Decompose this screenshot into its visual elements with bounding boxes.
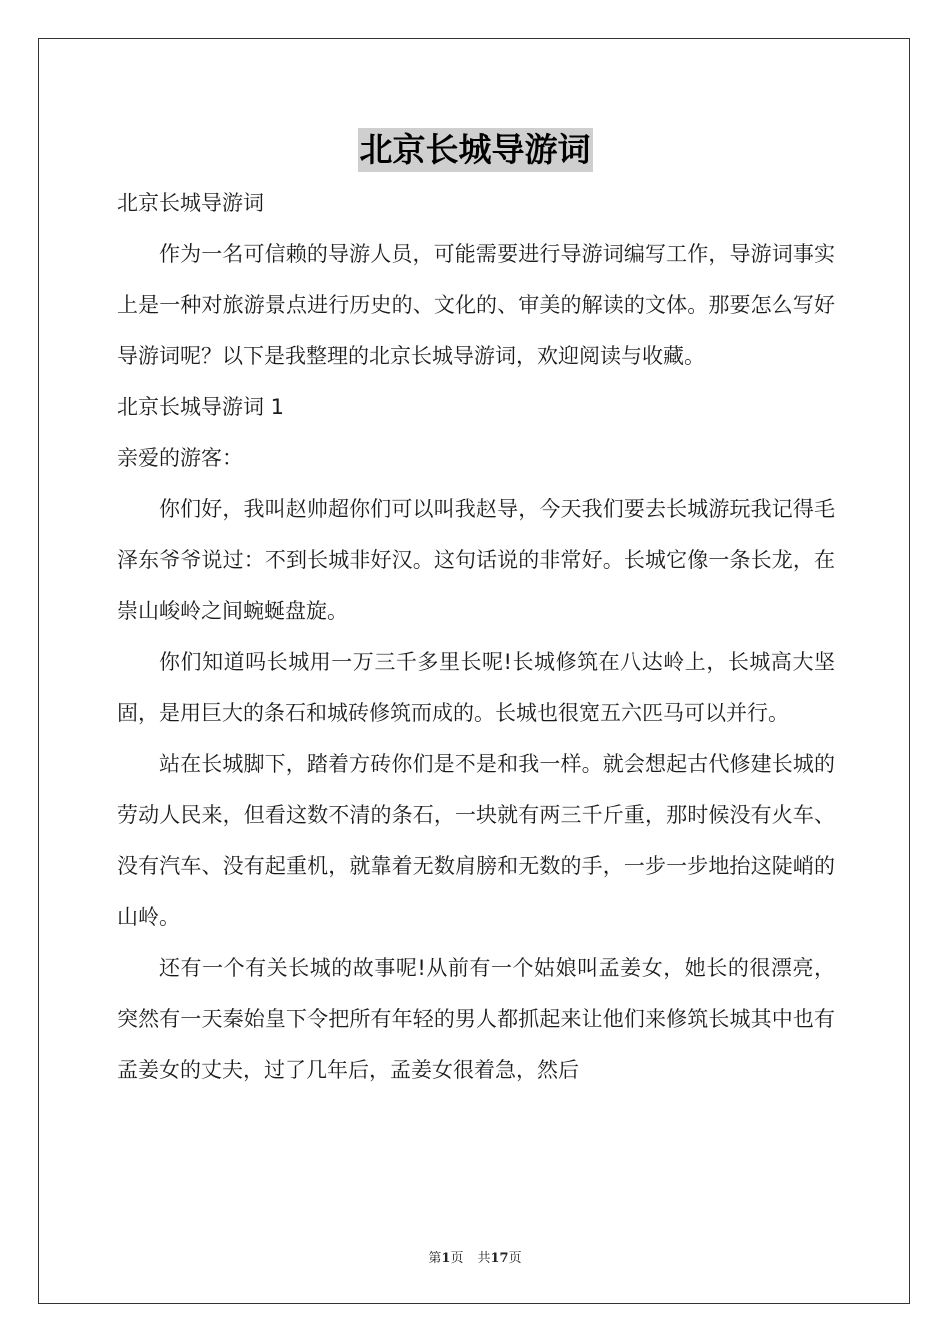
paragraph: 你们好，我叫赵帅超你们可以叫我赵导，今天我们要去长城游玩我记得毛泽东爷爷说过：不到长城非好汉。这句话说的非常好。长城它像一条长龙，在崇山峻岭之间蜿蜒盘旋。 xyxy=(117,497,835,623)
total-prefix: 共 xyxy=(477,1251,491,1266)
paragraph: 你们知道吗长城用一万三千多里长呢!长城修筑在八达岭上，长城高大坚固，是用巨大的条石和城砖修筑而成的。长城也很宽五六匹马可以并行。 xyxy=(117,650,835,725)
page-suffix: 页 xyxy=(450,1251,464,1266)
document-title: 北京长城导游词 xyxy=(358,128,593,172)
paragraph: 作为一名可信赖的导游人员，可能需要进行导游词编写工作，导游词事实上是一种对旅游景点进行历史的、文化的、审美的解读的文体。那要怎么写好导游词呢？以下是我整理的北京长城导游词，欢迎阅读与收藏。 xyxy=(117,242,835,368)
paragraph: 站在长城脚下，踏着方砖你们是不是和我一样。就会想起古代修建长城的劳动人民来，但看这数不清的条石，一块就有两三千斤重，那时候没有火车、没有汽车、没有起重机，就靠着无数肩膀和无数的手，一步一步地抬这陡峭的山岭。 xyxy=(117,752,835,929)
document-body xyxy=(117,178,835,1096)
page-number: 1 xyxy=(441,1251,451,1266)
page-prefix: 第 xyxy=(428,1251,442,1266)
paragraph: 北京长城导游词 xyxy=(117,191,264,215)
paragraph: 亲爱的游客： xyxy=(117,446,243,470)
total-pages: 17 xyxy=(490,1251,509,1266)
total-suffix: 页 xyxy=(508,1251,522,1266)
paragraph: 还有一个有关长城的故事呢!从前有一个姑娘叫孟姜女，她长的很漂亮，突然有一天秦始皇下令把所有年轻的男人都抓起来让他们来修筑长城其中也有孟姜女的丈夫，过了几年后，孟姜女很着急，然后 xyxy=(117,956,835,1082)
paragraph: 北京长城导游词 1 xyxy=(117,395,285,419)
page-footer xyxy=(0,1247,950,1266)
title-container xyxy=(0,128,950,172)
